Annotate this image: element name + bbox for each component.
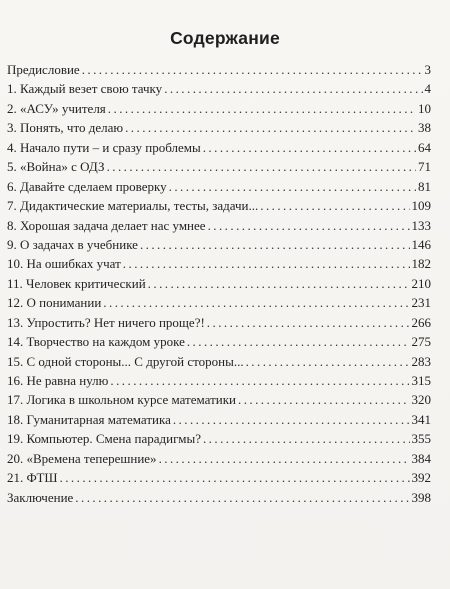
table-of-contents (7, 60, 431, 507)
toc-entry-page: 3 (424, 62, 431, 77)
toc-entry-page: 64 (418, 139, 431, 155)
toc-entry (7, 177, 431, 196)
toc-entry-title: 19. Компьютер. Смена парадигмы? (7, 431, 201, 447)
toc-entry-title: 12. О понимании (7, 295, 102, 311)
toc-entry (7, 468, 431, 487)
toc-entry (7, 488, 431, 507)
toc-entry (7, 79, 431, 98)
toc-entry-title: 15. С одной стороны... С другой стороны... (7, 353, 244, 369)
toc-entry-page: 384 (411, 450, 431, 466)
toc-entry-page: 10 (418, 100, 431, 116)
dot-leader (110, 371, 409, 390)
toc-entry-page: 109 (411, 198, 431, 214)
toc-entry-title: 14. Творчество на каждом уроке (7, 334, 185, 350)
toc-entry-page: 210 (411, 275, 431, 291)
dot-leader (207, 313, 410, 332)
toc-entry-title: 10. На ошибках учат (7, 256, 121, 272)
dot-leader (208, 216, 410, 235)
toc-entry-page: 146 (411, 236, 431, 252)
toc-entry-page: 266 (411, 314, 431, 330)
dot-leader (82, 60, 423, 79)
toc-entry (7, 216, 431, 235)
dot-leader (140, 235, 410, 254)
toc-entry-title: Заключение (7, 489, 74, 505)
toc-entry (7, 99, 431, 118)
toc-entry-page: 283 (411, 353, 431, 369)
dot-leader (60, 468, 410, 487)
dot-leader (103, 293, 409, 312)
toc-entry (7, 293, 431, 312)
toc-entry (7, 254, 431, 273)
toc-entry-page: 320 (411, 392, 431, 408)
toc-entry-page: 315 (411, 373, 431, 388)
toc-entry-page: 81 (418, 178, 431, 194)
toc-entry-title: 17. Логика в школьном курсе математики (7, 392, 236, 408)
toc-entry-title: 8. Хорошая задача делает нас умнее (7, 217, 206, 233)
dot-leader (107, 157, 416, 176)
toc-entry (7, 313, 431, 332)
toc-entry (7, 352, 431, 371)
dot-leader (203, 429, 410, 448)
toc-entry (7, 371, 431, 390)
toc-entry-title: Предисловие (7, 62, 80, 77)
dot-leader (164, 79, 422, 98)
toc-entry-page: 4 (424, 81, 431, 97)
toc-entry-title: 1. Каждый везет свою тачку (7, 81, 163, 97)
toc-entry (7, 118, 431, 137)
toc-entry-title: 16. Не равна нулю (7, 373, 109, 388)
toc-entry-title: 20. «Времена теперешние» (7, 450, 157, 466)
toc-entry-page: 133 (411, 217, 431, 233)
toc-entry (7, 235, 431, 254)
dot-leader (108, 99, 416, 118)
toc-entry-title: 5. «Война» с ОДЗ (7, 159, 105, 175)
dot-leader (238, 390, 410, 409)
toc-entry-title: 21. ФТШ (7, 470, 58, 486)
toc-entry (7, 449, 431, 468)
toc-entry-page: 341 (411, 411, 431, 427)
toc-entry-page: 275 (411, 334, 431, 350)
dot-leader (173, 410, 410, 429)
dot-leader (125, 118, 416, 137)
dot-leader (246, 352, 410, 371)
dot-leader (148, 274, 410, 293)
toc-entry (7, 410, 431, 429)
toc-entry (7, 429, 431, 448)
toc-entry-page: 392 (411, 470, 431, 486)
toc-entry-title: 13. Упростить? Нет ничего проще?! (7, 314, 205, 330)
toc-entry-page: 38 (418, 120, 431, 136)
toc-entry-page: 355 (411, 431, 431, 447)
toc-entry (7, 332, 431, 351)
dot-leader (75, 488, 409, 507)
toc-entry (7, 60, 431, 79)
dot-leader (203, 138, 416, 157)
toc-entry-title: 6. Давайте сделаем проверку (7, 178, 167, 194)
toc-entry-page: 398 (411, 489, 431, 505)
toc-entry-title: 7. Дидактические материалы, тесты, задачи... (7, 198, 259, 214)
toc-entry-page: 182 (411, 256, 431, 272)
toc-entry (7, 196, 431, 215)
toc-entry-title: 2. «АСУ» учителя (7, 100, 106, 116)
dot-leader (260, 196, 409, 215)
toc-entry (7, 157, 431, 176)
toc-entry-title: 4. Начало пути – и сразу проблемы (7, 139, 201, 155)
dot-leader (169, 177, 416, 196)
toc-entry-title: 3. Понять, что делаю (7, 120, 124, 136)
dot-leader (187, 332, 410, 351)
toc-entry (7, 138, 431, 157)
dot-leader (123, 254, 410, 273)
toc-entry-title: 9. О задачах в учебнике (7, 236, 138, 252)
toc-entry-title: 11. Человек критический (7, 275, 146, 291)
toc-entry (7, 390, 431, 409)
toc-entry-page: 231 (411, 295, 431, 311)
toc-entry-title: 18. Гуманитарная математика (7, 411, 171, 427)
page-title: Содержание (170, 28, 280, 48)
dot-leader (159, 449, 410, 468)
toc-entry-page: 71 (418, 159, 431, 175)
toc-entry (7, 274, 431, 293)
